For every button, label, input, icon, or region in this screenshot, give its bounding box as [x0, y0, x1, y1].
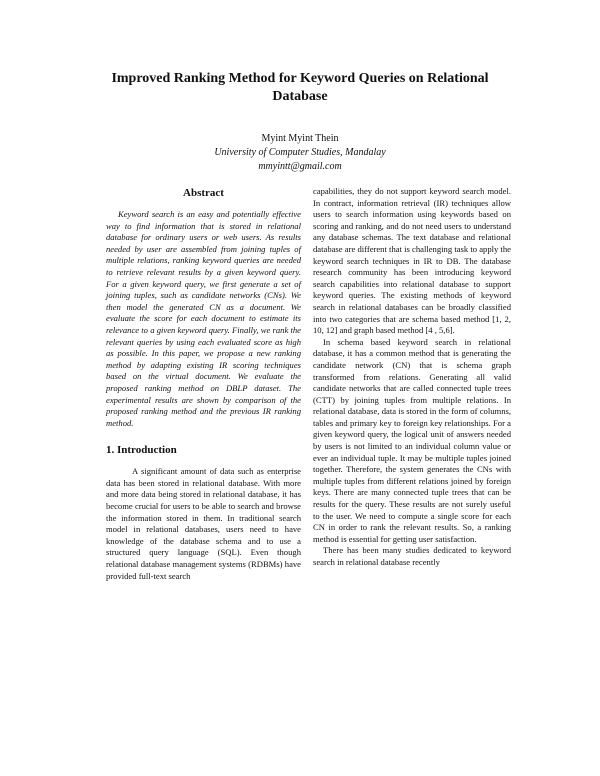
abstract-heading: Abstract	[183, 187, 224, 199]
right-column	[313, 186, 511, 569]
author-name: Myint Myint Thein	[261, 133, 339, 144]
author-affiliation: University of Computer Studies, Mandalay	[214, 147, 386, 158]
author-email: mmyintt@gmail.com	[258, 161, 342, 172]
intro-paragraph-3: There has been many studies dedicated to keyword search in relational database recently	[313, 545, 511, 567]
intro-paragraph-1-continued: capabilities, they do not support keyword search model. In contract, information retrieval (IR) techniques allow users to search information using keywords based on scoring and ranking, and do not need users to understand any database schemas. The text database and relational database are different that is challenging task to apply the keyword search techniques in IR to DB. The database research community has been introducing keyword search capabilities into relational database to support keyword queries. The existing methods of keyword search in relational databases can be broadly classified into two categories that are schema based method [1, 2, 10, 12] and graph based method [4 , 5,6].	[313, 186, 511, 336]
left-column	[106, 186, 301, 582]
intro-paragraph-2: In schema based keyword search in relational database, it has a common method that is generating the candidate network (CN) that is schema graph transformed from relations. Generating all valid candidate networks that are called connected tuple trees (CTT) by joining tuples from multiple relations. In relational database, data is stored in the form of columns, tables and primary key to foreign key relationships. For a given keyword query, the logical unit of answers needed by users is not limited to an individual column value or ever an individual tuple. It may be multiple tuples joined together. Therefore, the system generates the CNs with multiple tuples from different relations joined by foreign keys. There are many connected tuple trees that can be results for the query. These results are not surely useful to the user. We need to compute a single score for each CN in order to rank the relevant results. So, a ranking method is essential for getting user satisfaction.	[313, 336, 511, 544]
paper-title: Improved Ranking Method for Keyword Queries on Relational Database	[111, 71, 489, 104]
author-block	[150, 132, 450, 174]
intro-paragraph-1: A significant amount of data such as enterprise data has been stored in relational database. With more and more data being stored in relational database, it has become crucial for users to be able to search and browse the information stored in them. In traditional search model in relational databases, users need to have knowledge of the database schema and to use a structured query language (SQL). Even though relational database management systems (RDBMs) have provided full-text search	[106, 466, 301, 581]
abstract-text: Keyword search is an easy and potentially effective way to find information that is stored in relational database for ordinary users or web users. As results needed by user are assembled from joining tuples of multiple relations, ranking keyword queries are needed to retrieve relevant results by a given keyword query. For a given keyword query, we first generate a set of joining tuples, such as candidate networks (CNs). We then model the generated CN as a document. We evaluate the score for each document to estimate its relevance to a given keyword query. Finally, we rank the relevant queries by using each evaluated score as high as possible. In this paper, we propose a new ranking method by adapting existing IR scoring techniques based on the virtual document. We evaluate the proposed ranking method on DBLP dataset. The experimental results are shown by comparison of the proposed ranking method and the previous IR ranking method.	[106, 209, 301, 428]
introduction-heading: 1. Introduction	[106, 444, 177, 457]
